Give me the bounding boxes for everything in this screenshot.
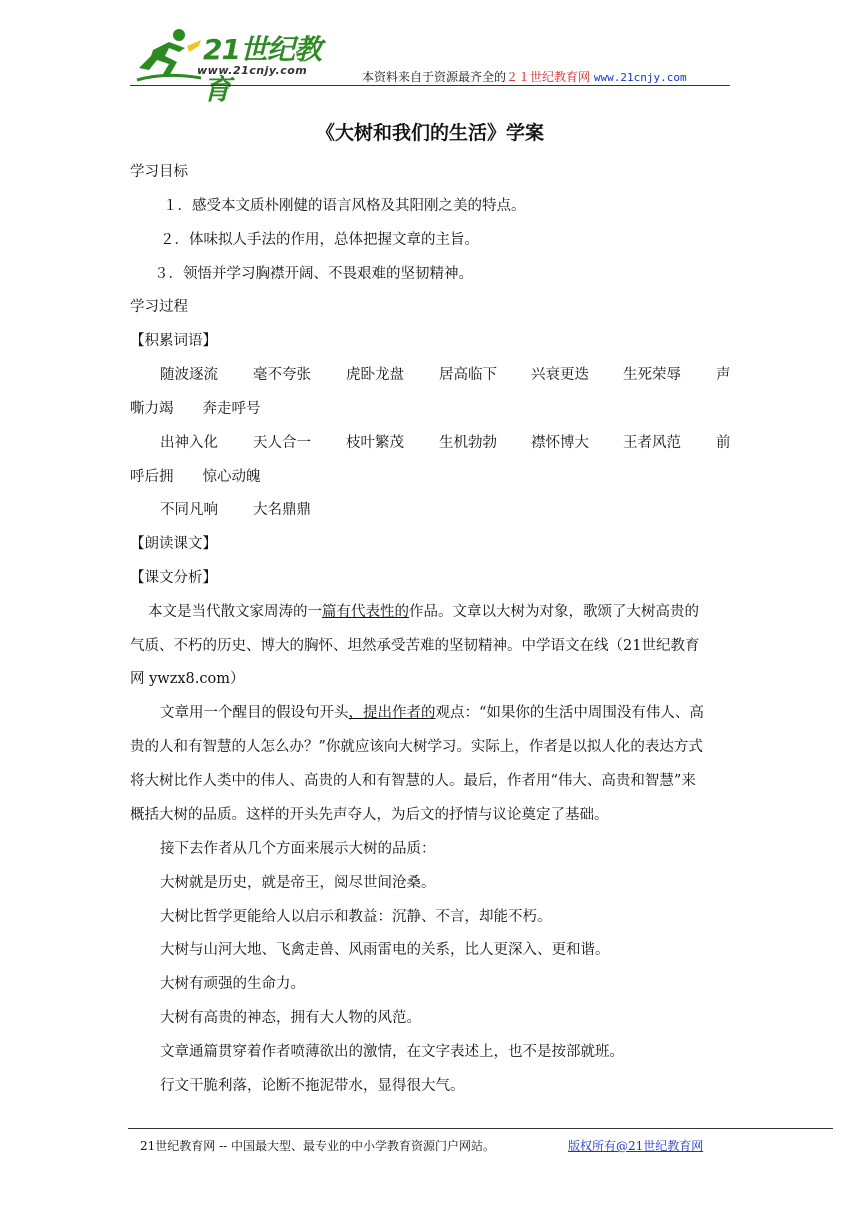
vocab-word: 随波逐流 (160, 367, 218, 383)
vocab-word: 生机勃勃 (439, 435, 497, 451)
running-figure-icon (135, 26, 205, 84)
analysis-p1-line-2: 气质、不朽的历史、博大的胸怀、坦然承受苦难的坚韧精神。中学语文在线（21世纪教育 (130, 638, 700, 654)
vocab-word: 大名鼎鼎 (253, 502, 311, 518)
underlined-text: ，提出作者的 (348, 705, 436, 721)
analysis-p1-line-1 (148, 600, 699, 621)
text-span: 作品。文章以大树为对象，歌颂了大树高贵的 (409, 604, 699, 620)
vocab-word: 兴衰更迭 (531, 367, 589, 383)
text-span: 文章用一个醒目的假设句开头 (160, 705, 349, 721)
vocab-word: 出神入化 (160, 435, 218, 451)
goal-item-2: ２．体味拟人手法的作用，总体把握文章的主旨。 (160, 232, 479, 248)
text-span: 本文是当代散文家周涛的一 (148, 604, 322, 620)
analysis-line: 文章通篇贯穿着作者喷薄欲出的激情，在文字表述上，也不是按部就班。 (160, 1044, 624, 1060)
footer-text: 21世纪教育网 -- 中国最大型、最专业的中小学教育资源门户网站。 (140, 1139, 496, 1153)
vocab-word: 声 (716, 367, 731, 383)
vocab-word: 虎卧龙盘 (346, 367, 404, 383)
vocab-word: 居高临下 (439, 367, 497, 383)
vocab-word: 毫不夸张 (253, 367, 311, 383)
vocab-word: 生死荣辱 (623, 367, 681, 383)
underlined-text: 篇有代表性的 (322, 604, 409, 620)
header-divider (130, 85, 730, 86)
header-note (362, 68, 687, 85)
vocab-word: 枝叶繁茂 (346, 435, 404, 451)
document-title: 《大树和我们的生活》学案 (315, 122, 544, 144)
analysis-p1-line-3: 网 ywzx8.com） (130, 671, 245, 687)
analysis-p2-line-2: 贵的人和有智慧的人怎么办？”你就应该向大树学习。实际上，作者是以拟人化的表达方式 (130, 739, 703, 755)
analysis-line: 接下去作者从几个方面来展示大树的品质： (160, 841, 436, 857)
vocab-word: 天人合一 (253, 435, 311, 451)
analysis-line: 大树就是历史，就是帝王，阅尽世间沧桑。 (160, 875, 436, 891)
logo-url: www.21cnjy.com (197, 64, 308, 77)
footer-divider (128, 1128, 833, 1129)
analysis-line: 行文干脆利落，论断不拖泥带水，显得很大气。 (160, 1078, 465, 1094)
reading-heading: 【朗读课文】 (130, 536, 217, 552)
analysis-p2-line-1 (160, 701, 704, 722)
vocab-row-1-cont: 嘶力竭 奔走呼号 (130, 401, 261, 417)
header-note-prefix: 本资料来自于资源最齐全的 (362, 70, 507, 84)
site-logo (135, 26, 335, 106)
analysis-line: 大树有顽强的生命力。 (160, 976, 305, 992)
goal-item-3: ３．领悟并学习胸襟开阔、不畏艰难的坚韧精神。 (154, 266, 473, 282)
vocab-row-2-cont: 呼后拥 惊心动魄 (130, 469, 261, 485)
text-span: 观点：“如果你的生活中周围没有伟人、高 (435, 705, 704, 721)
header-url-link[interactable]: www.21cnjy.com (593, 71, 687, 84)
vocab-heading: 【积累词语】 (130, 333, 217, 349)
header-brand-link[interactable]: ２１世纪教育网 (506, 70, 591, 84)
vocab-word: 襟怀博大 (531, 435, 589, 451)
analysis-line: 大树比哲学更能给人以启示和教益：沉静、不言，却能不朽。 (160, 909, 552, 925)
analysis-p2-line-3: 将大树比作人类中的伟人、高贵的人和有智慧的人。最后，作者用“伟大、高贵和智慧”来 (130, 773, 696, 789)
vocab-word: 王者风范 (623, 435, 681, 451)
goal-item-1: １．感受本文质朴刚健的语言风格及其阳刚之美的特点。 (163, 198, 526, 214)
analysis-line: 大树有高贵的神态，拥有大人物的风范。 (160, 1010, 421, 1026)
vocab-word: 不同凡响 (160, 502, 218, 518)
logo-text: 21世纪教育 (203, 33, 321, 106)
copyright-link[interactable]: 版权所有@21世纪教育网 (568, 1139, 704, 1153)
goals-heading: 学习目标 (130, 164, 188, 180)
process-heading: 学习过程 (130, 299, 188, 315)
vocab-word: 前 (716, 435, 731, 451)
analysis-line: 大树与山河大地、飞禽走兽、风雨雷电的关系，比人更深入、更和谐。 (160, 942, 610, 958)
analysis-heading: 【课文分析】 (130, 570, 217, 586)
analysis-p2-line-4: 概括大树的品质。这样的开头先声夺人，为后文的抒情与议论奠定了基础。 (130, 807, 609, 823)
